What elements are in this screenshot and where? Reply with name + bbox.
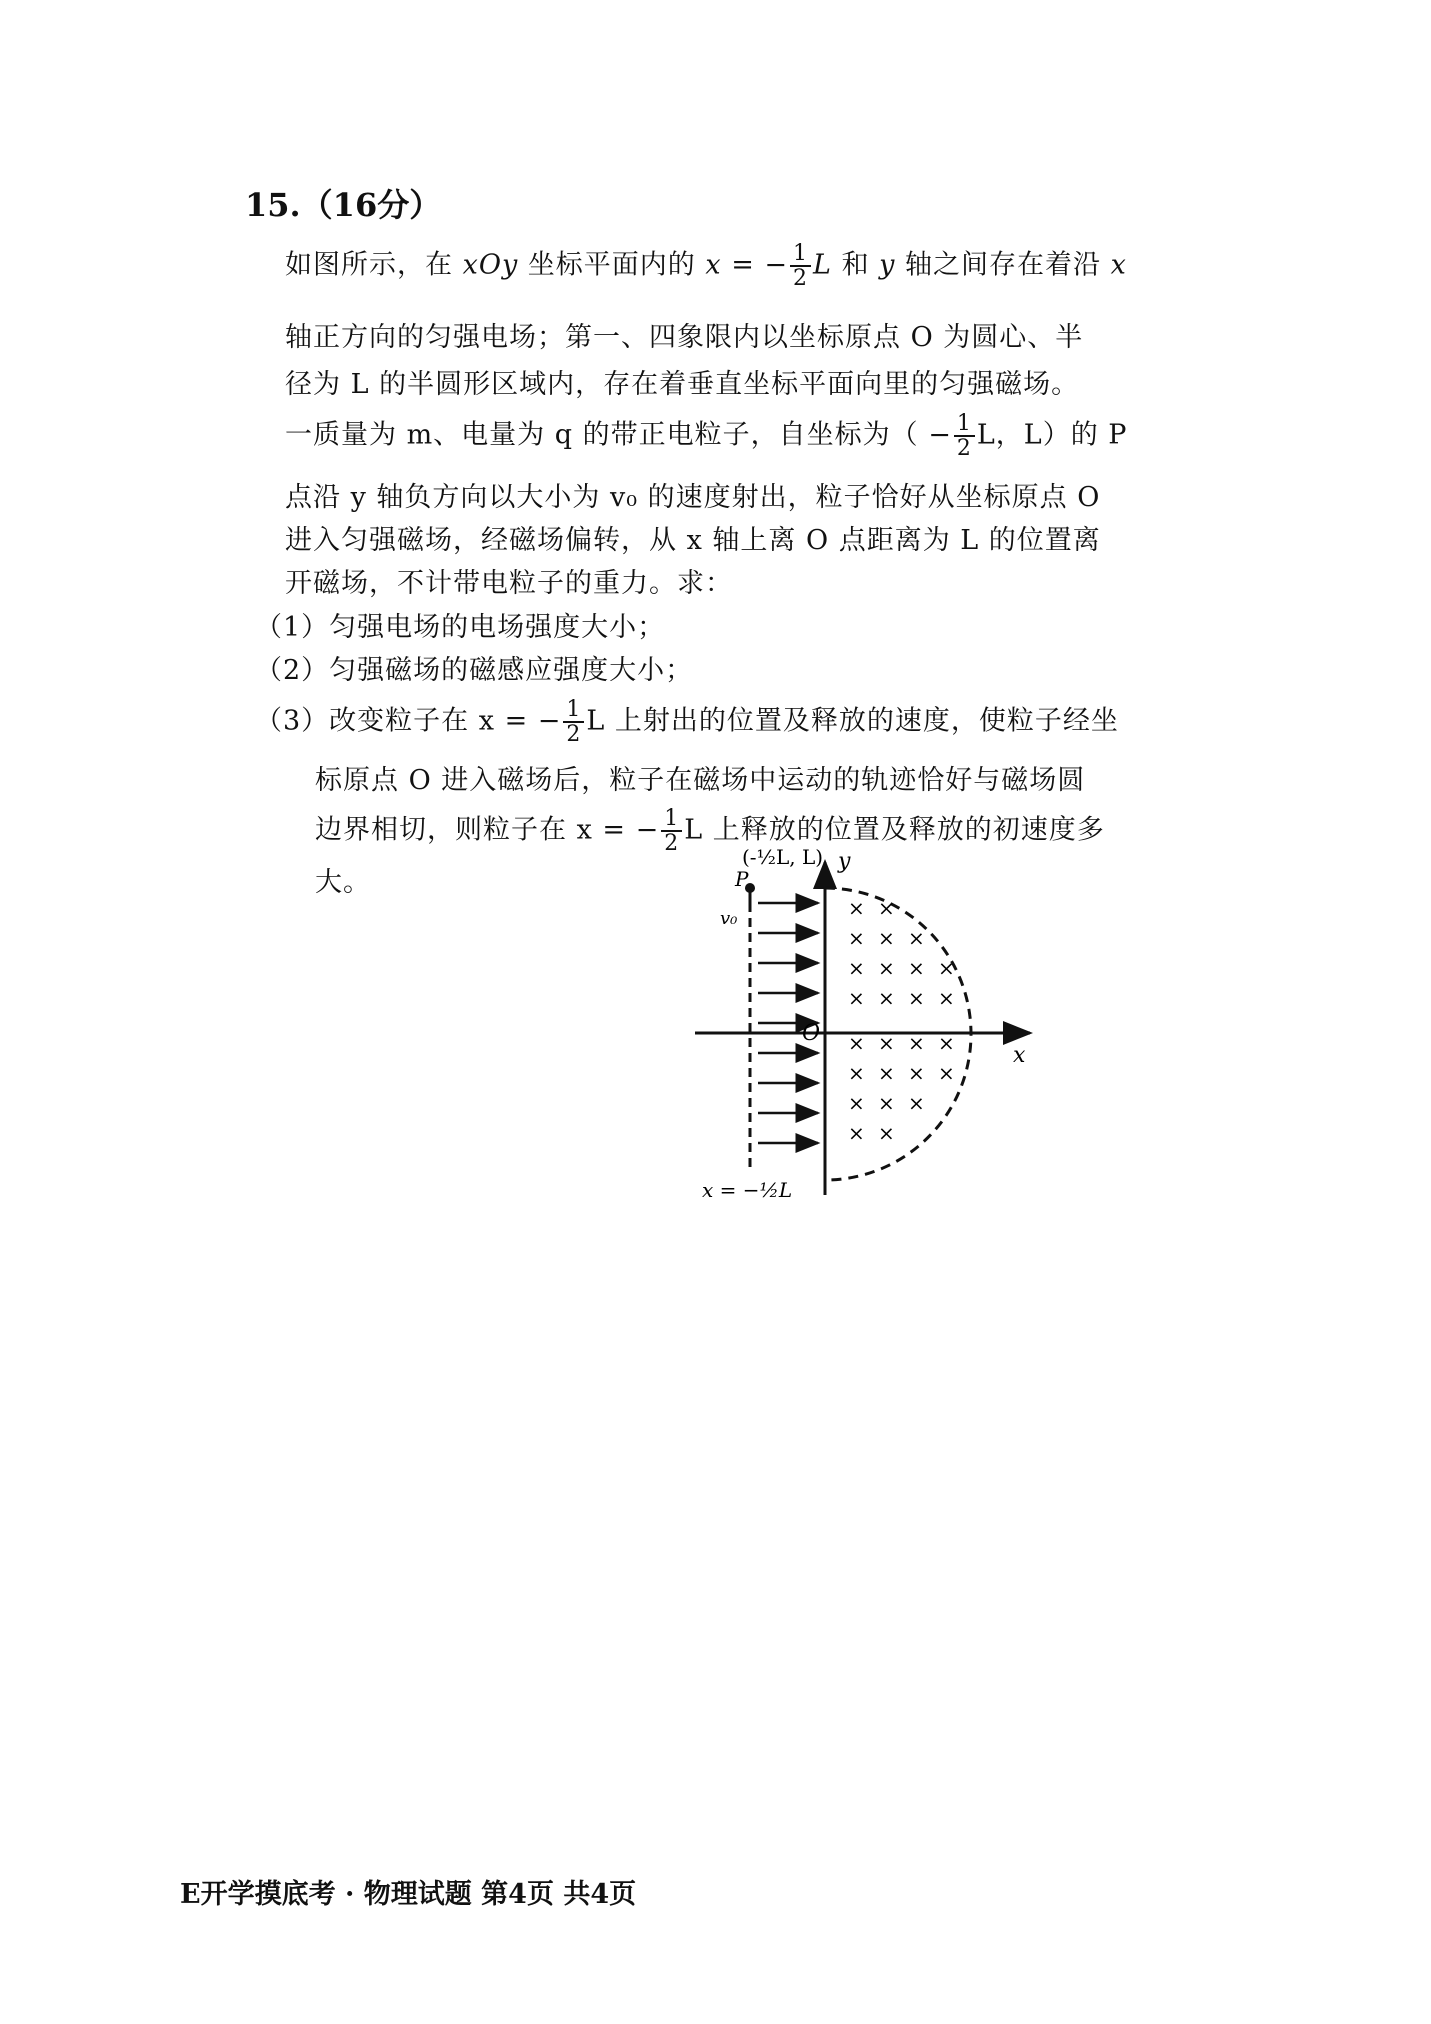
- page-footer: E开学摸底考 · 物理试题 第4页 共4页: [180, 1879, 637, 1910]
- field-cross: ×: [878, 1061, 895, 1085]
- field-cross: ×: [878, 1091, 895, 1115]
- stem-line-6: 进入匀强磁场，经磁场偏转，从 x 轴上离 O 点距离为 L 的位置离: [285, 525, 1101, 556]
- field-cross: ×: [848, 1121, 865, 1145]
- field-cross: ×: [938, 1031, 955, 1055]
- y-axis-label: y: [838, 849, 851, 874]
- part-3-line-2: 标原点 O 进入磁场后，粒子在磁场中运动的轨迹恰好与磁场圆: [315, 765, 1086, 796]
- stem-line-5: 点沿 y 轴负方向以大小为 v₀ 的速度射出，粒子恰好从坐标原点 O: [285, 482, 1101, 513]
- field-cross: ×: [908, 926, 925, 950]
- field-cross: ×: [908, 956, 925, 980]
- field-cross: ×: [878, 1031, 895, 1055]
- part-2: （2）匀强磁场的磁感应强度大小；: [255, 655, 694, 686]
- part-3-line-4: 大。: [315, 867, 371, 898]
- field-cross: ×: [908, 1091, 925, 1115]
- field-cross: ×: [908, 1031, 925, 1055]
- fraction-one-half: $\frac{1}{2}$: [954, 412, 975, 460]
- stem-line-3: 径为 L 的半圆形区域内，存在着垂直坐标平面向里的匀强磁场。: [285, 369, 1080, 400]
- field-cross: ×: [908, 1061, 925, 1085]
- point-coord-label: (-½L, L): [742, 845, 824, 869]
- stem-line-7: 开磁场，不计带电粒子的重力。求：: [285, 568, 733, 599]
- field-cross: ×: [848, 926, 865, 950]
- field-cross: ×: [848, 986, 865, 1010]
- x-axis-label: x: [1013, 1043, 1026, 1068]
- field-cross: ×: [878, 1121, 895, 1145]
- field-cross: ×: [878, 986, 895, 1010]
- field-cross: ×: [908, 986, 925, 1010]
- field-cross: ×: [938, 1061, 955, 1085]
- field-cross: ×: [878, 956, 895, 980]
- field-cross: ×: [848, 1091, 865, 1115]
- origin-label: O: [802, 1021, 821, 1046]
- field-cross: ×: [878, 926, 895, 950]
- stem-line-1: 如图所示，在 xOy 坐标平面内的 x = − $\frac{1}{2}$ L 和 y 轴之间存在着沿 x: [285, 241, 1127, 292]
- fraction-one-half: $\frac{1}{2}$: [563, 698, 584, 746]
- field-cross: ×: [938, 986, 955, 1010]
- boundary-label: x = −½L: [702, 1178, 793, 1202]
- point-p-label: P: [735, 867, 749, 891]
- part-1: （1）匀强电场的电场强度大小；: [255, 612, 666, 643]
- fraction-one-half: $\frac{1}{2}$: [790, 242, 811, 290]
- field-cross: ×: [848, 1031, 865, 1055]
- fraction-one-half: $\frac{1}{2}$: [661, 807, 682, 855]
- field-cross: ×: [878, 896, 895, 920]
- stem-line-4: 一质量为 m、电量为 q 的带正电粒子，自坐标为（ − $\frac{1}{2}$ L，L）的 P: [285, 411, 1128, 462]
- field-cross: ×: [848, 1061, 865, 1085]
- question-number: 15.（16分）: [245, 186, 442, 224]
- field-cross: ×: [938, 956, 955, 980]
- field-cross: ×: [848, 956, 865, 980]
- magnetic-field-crosses: [848, 896, 955, 1145]
- field-cross: ×: [848, 896, 865, 920]
- velocity-label: v₀: [720, 908, 738, 929]
- stem-line-2: 轴正方向的匀强电场；第一、四象限内以坐标原点 O 为圆心、半: [285, 322, 1084, 353]
- part-3-line-1: （3）改变粒子在 x = − $\frac{1}{2}$ L 上射出的位置及释放的速度，使粒子经坐: [255, 697, 1119, 748]
- field-diagram: [680, 840, 1070, 1210]
- part-3-line-3: 边界相切，则粒子在 x = − $\frac{1}{2}$ L 上释放的位置及释放的初速度多: [315, 806, 1105, 857]
